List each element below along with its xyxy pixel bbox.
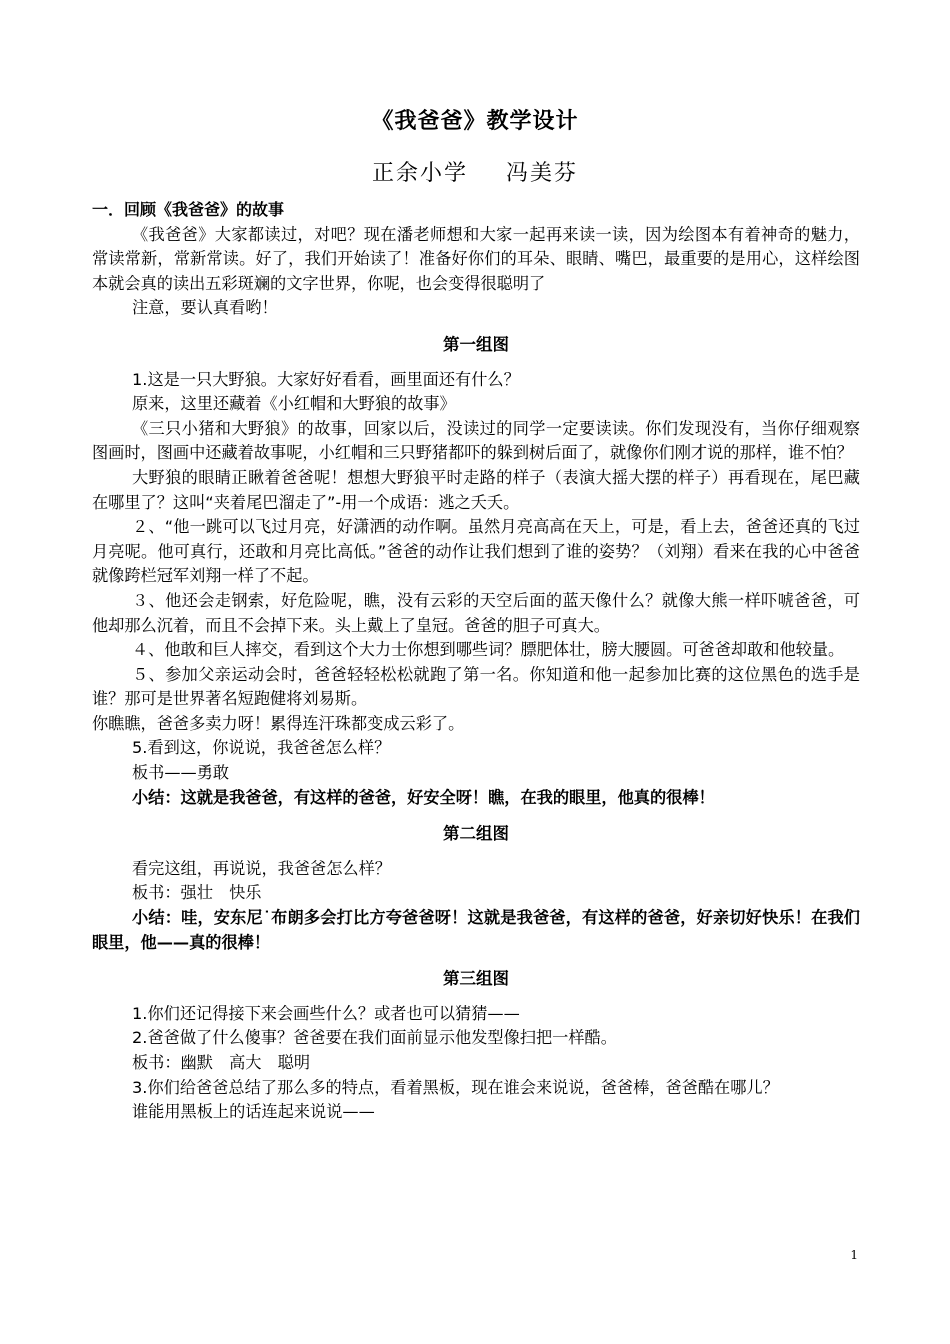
author-name: 冯美芬 xyxy=(506,161,579,186)
group-heading: 第二组图 xyxy=(443,824,509,844)
blackboard-note: 板书——勇敢 xyxy=(132,763,230,783)
paragraph: 你瞧瞧，爸爸多卖力呀！累得连汗珠都变成云彩了。 xyxy=(92,713,465,733)
paragraph: 原来，这里还藏着《小红帽和大野狼的故事》 xyxy=(132,394,456,414)
paragraph: ２、“他一跳可以飞过月亮，好潇洒的动作啊。虽然月亮高高在天上，可是，看上去，爸爸还真的飞过月亮呢。他可真行，还敢和月亮比高低。”爸爸的动作让我们想到了谁的姿势？（刘翔）看来在我的心中爸爸就像跨栏冠军刘翔一样了不起。 xyxy=(92,517,860,586)
document-body xyxy=(92,198,860,1125)
paragraph: 注意，要认真看哟！ xyxy=(132,298,278,318)
document-title: 《我爸爸》教学设计 xyxy=(371,109,579,134)
paragraph: 3.你们给爸爸总结了那么多的特点，看着黑板，现在谁会来说说，爸爸棒，爸爸酷在哪儿？ xyxy=(132,1077,779,1097)
paragraph: ４、他敢和巨人摔交，看到这个大力士你想到哪些词？膘肥体壮，膀大腰圆。可爸爸却敢和他较量。 xyxy=(132,640,845,660)
paragraph: 大野狼的眼睛正瞅着爸爸呢！想想大野狼平时走路的样子（表演大摇大摆的样子）再看现在，尾巴藏在哪里了？这叫“夹着尾巴溜走了”-用一个成语：逃之夭夭。 xyxy=(92,467,860,512)
summary: 小结：这就是我爸爸，有这样的爸爸，好安全呀！瞧，在我的眼里，他真的很棒！ xyxy=(132,787,715,807)
paragraph: 1.你们还记得接下来会画些什么？或者也可以猜猜—— xyxy=(132,1003,520,1023)
summary: 小结：哇，安东尼˙布朗多会打比方夸爸爸呀！这就是我爸爸，有这样的爸爸，好亲切好快乐！在我们眼里，他——真的很棒！ xyxy=(92,908,860,952)
paragraph: 《我爸爸》大家都读过，对吧？现在潘老师想和大家一起再来读一读，因为绘图本有着神奇的魅力，常读常新，常新常读。好了，我们开始读了！准备好你们的耳朵、眼睛、嘴巴，最重要的是用心，这样绘图本就会真的读出五彩斑斓的文字世界，你呢，也会变得很聪明了 xyxy=(92,224,860,293)
author-school: 正余小学 xyxy=(371,161,468,186)
group-heading: 第三组图 xyxy=(443,969,509,989)
paragraph: 5.看到这，你说说，我爸爸怎么样？ xyxy=(132,738,391,758)
paragraph: ３、他还会走钢索，好危险呢，瞧，没有云彩的天空后面的蓝天像什么？就像大熊一样吓唬爸爸，可他却那么沉着，而且不会掉下来。头上戴上了皇冠。爸爸的胆子可真大。 xyxy=(92,590,860,635)
section-heading: 一．回顾《我爸爸》的故事 xyxy=(92,200,285,219)
group-heading: 第一组图 xyxy=(443,334,509,354)
paragraph: 看完这组，再说说，我爸爸怎么样？ xyxy=(132,858,391,878)
paragraph: 《三只小猪和大野狼》的故事，回家以后，没读过的同学一定要读读。你们发现没有，当你仔细观察图画时，图画中还藏着故事呢，小红帽和三只野猪都吓的躲到树后面了，就像你们刚才说的那样，谁不怕？ xyxy=(92,418,860,463)
paragraph: 1.这是一只大野狼。大家好好看看，画里面还有什么？ xyxy=(132,369,520,389)
blackboard-note: 板书：幽默 高大 聪明 xyxy=(132,1053,311,1072)
page-number: 1 xyxy=(850,1248,858,1262)
author-line xyxy=(0,156,950,187)
blackboard-note: 板书：强壮 快乐 xyxy=(132,883,262,903)
paragraph: 谁能用黑板上的话连起来说说—— xyxy=(132,1102,375,1122)
paragraph: 2.爸爸做了什么傻事？爸爸要在我们面前显示他发型像扫把一样酷。 xyxy=(132,1028,617,1048)
paragraph: ５、参加父亲运动会时，爸爸轻轻松松就跑了第一名。你知道和他一起参加比赛的这位黑色的选手是谁？那可是世界著名短跑健将刘易斯。 xyxy=(92,664,860,709)
